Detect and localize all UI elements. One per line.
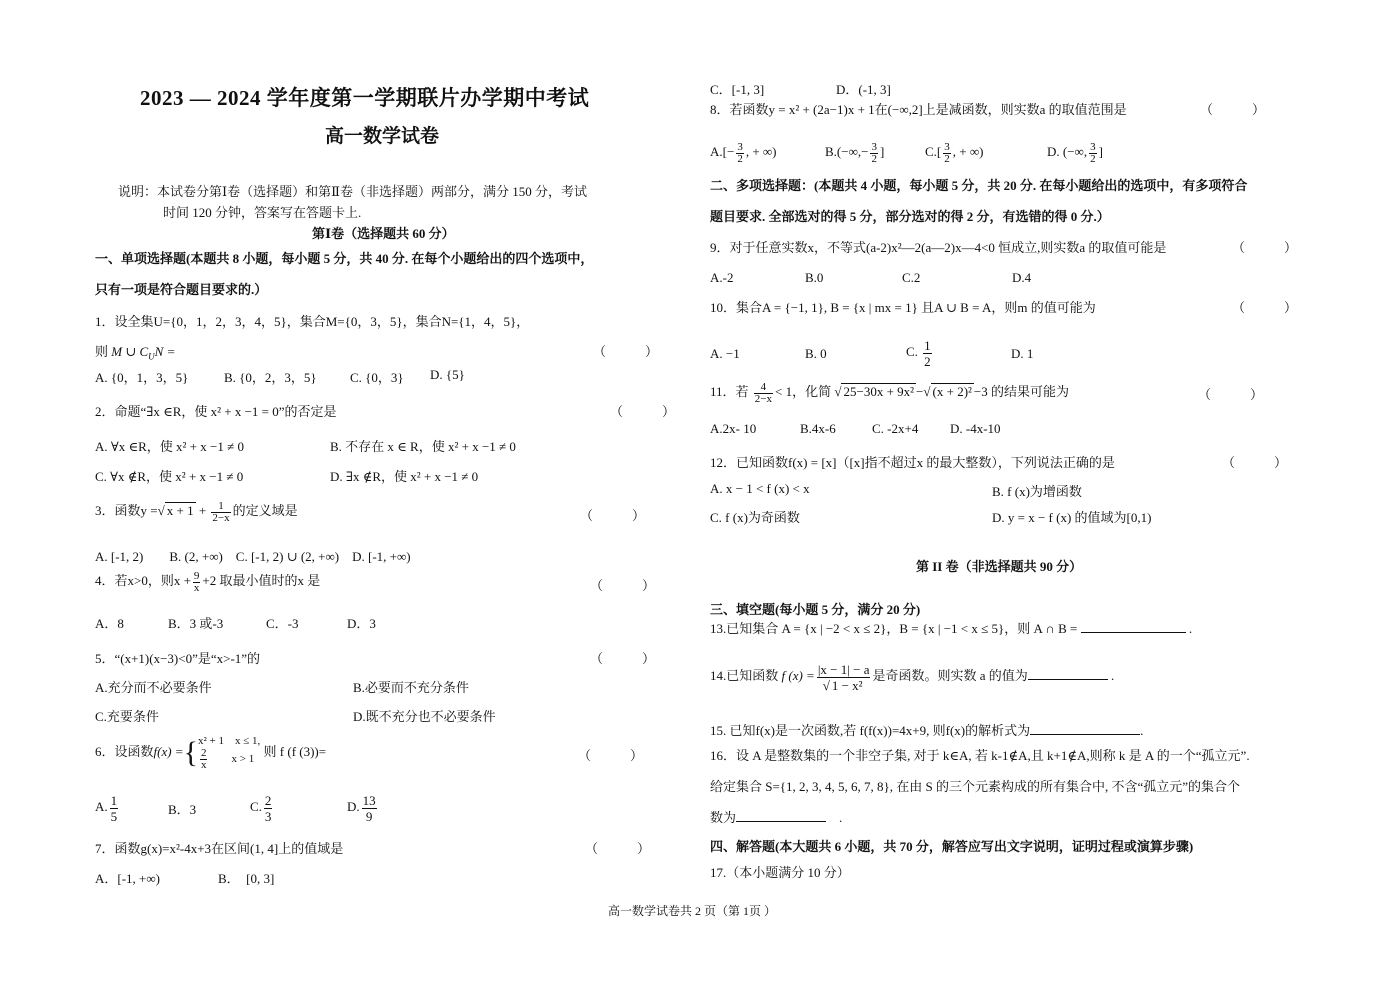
q5-option-b: B.必要而不充分条件 (353, 680, 469, 695)
q5-option-a: A.充分而不必要条件 (95, 680, 212, 695)
q16-line1: 16．设 A 是整数集的一个非空子集, 对于 k∈A, 若 k-1∉A,且 k+1∉A,则称 k 是 A 的一个“孤立元”. (710, 748, 1250, 763)
q7-stem: 7．函数g(x)=x²-4x+3在区间(1, 4]上的值域是 (95, 841, 344, 856)
q13-blank[interactable] (1081, 620, 1186, 633)
q2-option-c: C. ∀x ∉R，使 x² + x −1 ≠ 0 (95, 469, 244, 484)
instructions-line1: 说明：本试卷分第Ⅰ卷（选择题）和第Ⅱ卷（非选择题）两部分，满分 150 分，考试 (118, 184, 587, 199)
q4-answer-blank[interactable]: （ ） (590, 578, 656, 593)
q10-option-b: B. 0 (805, 346, 827, 361)
q5-stem: 5．“(x+1)(x−3)<0”是“x>-1”的 (95, 651, 261, 666)
section2-heading-line2: 题目要求. 全部选对的得 5 分，部分选对的得 2 分，有选错的得 0 分.） (710, 209, 1110, 224)
q8-answer-blank[interactable]: （ ） (1200, 102, 1266, 117)
q15-stem: 15. 已知f(x)是一次函数,若 f(f(x))=4x+9, 则f(x)的解析式为 . (710, 723, 1144, 738)
q4-option-d: D．3 (347, 616, 376, 631)
q4-option-b: B．3 或-3 (168, 616, 224, 631)
q3-answer-blank[interactable]: （ ） (580, 508, 646, 523)
q12-option-d: D. y = x − f (x) 的值域为[0,1) (992, 510, 1152, 525)
q6-option-d: D. $\frac{13}{9}$ (347, 792, 376, 824)
q9-option-a: A.-2 (710, 270, 734, 285)
q1-answer-blank[interactable]: （ ） (593, 344, 659, 359)
part1-heading: 第Ⅰ卷（选择题共 60 分） (312, 226, 455, 241)
q11-option-c: C. -2x+4 (872, 421, 919, 436)
q7-option-a: A．[-1, +∞) (95, 871, 160, 886)
q4-stem: 4．若x>0，则x + $\frac{9}{x}$ +2 取最小值时的x 是 (95, 569, 321, 594)
q1-stem: 1．设全集U={0，1，2，3，4，5}，集合M={0，3，5}，集合N={1，4，5}， (95, 314, 530, 329)
q7-answer-blank[interactable]: （ ） (585, 841, 651, 856)
q13-stem: 13.已知集合 A = {x | −2 < x ≤ 2}，B = {x | −1 < x ≤ 5}，则 A ∩ B = . (710, 621, 1193, 636)
q12-stem: 12．已知函数f(x) = [x]（[x]指不超过x 的最大整数），下列说法正确的是 (710, 455, 1115, 470)
q2-option-a: A. ∀x ∈R，使 x² + x −1 ≠ 0 (95, 439, 244, 454)
q8-option-b: B.(−∞,− $\frac{3}{2}$ ] (825, 140, 885, 165)
q9-option-c: C.2 (902, 270, 921, 285)
q10-option-d: D. 1 (1011, 346, 1034, 361)
q12-option-c: C. f (x)为奇函数 (710, 510, 800, 525)
page-footer: 高一数学试卷共 2 页（第 1页 ） (608, 904, 777, 918)
q8-option-d: D. (−∞, $\frac{3}{2}$ ] (1047, 140, 1103, 165)
exam-title: 2023 — 2024 学年度第一学期联片办学期中考试 (140, 86, 590, 110)
q14-stem: 14.已知函数 f (x) = $\frac{|x - 1| - a}{\text{√ 1 − x²}}$ 是奇函数。则实数 a 的值为 . (710, 661, 1115, 693)
q10-stem: 10．集合A = {−1, 1}, B = {x | mx = 1} 且A ∪ B = A，则m 的值可能为 (710, 300, 1096, 315)
q1-option-d: D. {5} (430, 367, 465, 382)
section1-heading-line2: 只有一项是符合题目要求的.） (95, 282, 268, 297)
q6-option-a: A. $\frac{1}{5}$ (95, 792, 118, 824)
q8-option-a: A.[− $\frac{3}{2}$ , + ∞) (710, 140, 777, 165)
section4-heading: 四、解答题(本大题共 6 小题，共 70 分，解答应写出文字说明，证明过程或演算步骤) (710, 839, 1194, 854)
q8-option-c: C.[ $\frac{3}{2}$ , + ∞) (925, 140, 984, 165)
q1-option-c: C. {0，3} (350, 370, 404, 385)
q6-option-c: C. $\frac{2}{3}$ (250, 792, 272, 824)
exam-subtitle: 高一数学试卷 (325, 126, 440, 147)
q6-answer-blank[interactable]: （ ） (578, 748, 644, 763)
part2-heading: 第 II 卷（非选择题共 90 分） (916, 559, 1083, 574)
q7-option-b: B． [0, 3] (218, 871, 275, 886)
q5-answer-blank[interactable]: （ ） (590, 651, 656, 666)
q6-stem: 6．设函数f(x) ={x² + 1 x ≤ 1, $\frac{2}{x}$ x > 1 则 f (f (3))= (95, 735, 327, 772)
q1-option-b: B. {0，2，3，5} (224, 370, 317, 385)
q5-option-d: D.既不充分也不必要条件 (353, 709, 496, 724)
q9-answer-blank[interactable]: （ ） (1232, 240, 1298, 255)
q2-stem: 2．命题“∃x ∈R，使 x² + x −1 = 0”的否定是 (95, 404, 337, 419)
q3-options: A. [-1, 2) B. (2, +∞) C. [-1, 2) ∪ (2, +∞) D. [-1, +∞) (95, 549, 411, 564)
q9-option-b: B.0 (805, 270, 824, 285)
q16-blank[interactable] (736, 809, 826, 822)
q17-heading: 17.（本小题满分 10 分） (710, 865, 850, 880)
q5-option-c: C.充要条件 (95, 709, 159, 724)
q11-option-d: D. -4x-10 (950, 421, 1001, 436)
q6-option-b: B．3 (168, 802, 197, 817)
q11-option-a: A.2x- 10 (710, 421, 757, 436)
q4-option-c: C．-3 (266, 616, 299, 631)
q9-option-d: D.4 (1012, 270, 1032, 285)
section1-heading-line1: 一、单项选择题(本题共 8 小题，每小题 5 分，共 40 分. 在每个小题给出的四个选项中， (95, 251, 594, 266)
q16-line2: 给定集合 S={1, 2, 3, 4, 5, 6, 7, 8}, 在由 S 的三个元素构成的所有集合中, 不含“孤立元”的集合个 (710, 779, 1241, 794)
q12-option-b: B. f (x)为增函数 (992, 484, 1082, 499)
section2-heading-line1: 二、多项选择题：(本题共 4 小题，每小题 5 分，共 20 分. 在每小题给出的选项中，有多项符合 (710, 178, 1248, 193)
q4-option-a: A．8 (95, 616, 124, 631)
q1-stem-line2: 则 M ∪ $C_UN$ = (95, 344, 176, 362)
q10-answer-blank[interactable]: （ ） (1232, 300, 1298, 315)
q14-blank[interactable] (1028, 667, 1108, 680)
q11-option-b: B.4x-6 (800, 421, 836, 436)
q7-option-d: D．(-1, 3] (836, 82, 891, 97)
q2-option-b: B. 不存在 x ∈ R，使 x² + x −1 ≠ 0 (330, 439, 516, 454)
q8-stem: 8．若函数y = x² + (2a−1)x + 1在(−∞,2]上是减函数，则实数a 的取值范围是 (710, 102, 1127, 117)
q10-option-a: A. −1 (710, 346, 740, 361)
instructions-line2: 时间 120 分钟，答案写在答题卡上. (163, 205, 362, 220)
q7-option-c: C．[-1, 3] (710, 82, 765, 97)
q1-option-a: A. {0，1，3，5} (95, 370, 189, 385)
q2-answer-blank[interactable]: （ ） (610, 404, 676, 419)
q11-answer-blank[interactable]: （ ） (1198, 387, 1264, 402)
q10-option-c: C. $\frac{1}{2}$ (906, 337, 931, 369)
q3-stem: 3．函数y =√ x + 1 + $\frac{1}{2-x}$ 的定义域是 (95, 499, 298, 524)
q11-stem: 11．若 $\frac{4}{2-x}$ < 1，化简 √ 25−30x + 9x² −√ (x + 2)² −3 的结果可能为 (710, 380, 1070, 405)
q2-option-d: D. ∃x ∉R，使 x² + x −1 ≠ 0 (330, 469, 479, 484)
q15-blank[interactable] (1030, 722, 1140, 735)
q16-line3: 数为 . (710, 810, 843, 825)
section3-heading: 三、填空题(每小题 5 分，满分 20 分) (710, 602, 921, 617)
q9-stem: 9．对于任意实数x，不等式(a-2)x²—2(a—2)x—4<0 恒成立,则实数a 的取值可能是 (710, 240, 1167, 255)
q12-answer-blank[interactable]: （ ） (1222, 455, 1288, 470)
q12-option-a: A. x − 1 < f (x) < x (710, 481, 810, 496)
